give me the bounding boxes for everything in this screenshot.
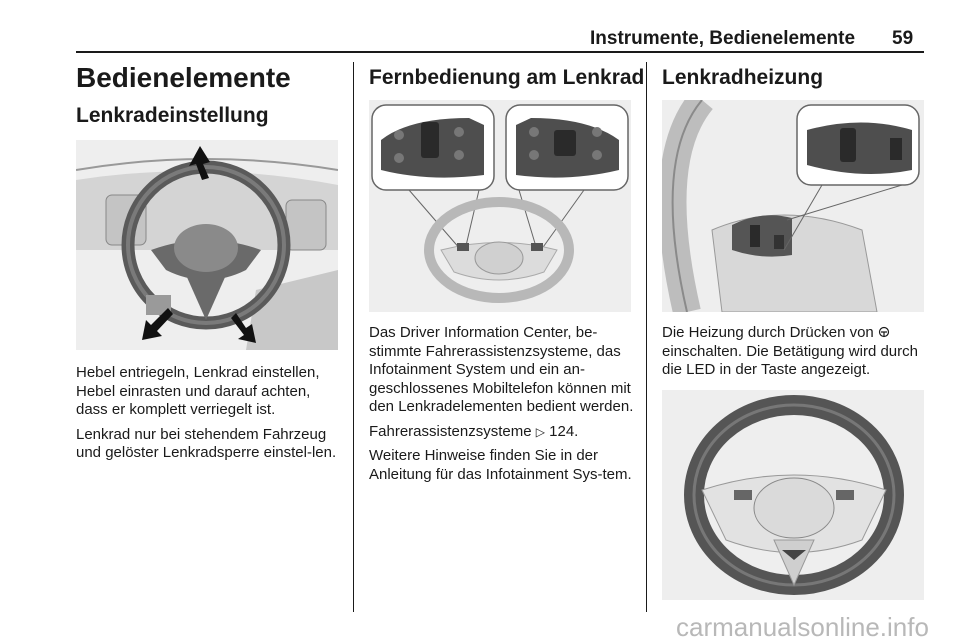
subsection-title-remote-control: Fernbedienung am Lenkrad [369,66,645,89]
running-title: Instrumente, Bedienelemente [590,28,856,49]
steering-wheel-figure [662,390,924,600]
col1-text [76,364,344,469]
driver-assistance-ref-text: Fahrerassistenzsysteme [369,422,532,440]
adjust-instructions-paragraph: Hebel entriegeln, Lenkrad einstellen, Hebel einrasten und darauf achten, dass er komplett verriegelt ist. [76,364,320,418]
column-divider-right [646,62,647,612]
driver-assistance-ref-page: 124. [549,422,579,440]
col2-text [369,324,641,490]
watermark: carmanualsonline.info [676,612,929,642]
heating-text-part1: Die Heizung durch Drücken von [662,324,874,341]
section-title: Bedienelemente [76,62,291,93]
page-number: 59 [892,28,914,49]
steering-wheel-heating-icon [878,324,890,341]
heating-text-part2: einschalten. Die Betätigung wird durch die LED in der Taste angezeigt. [662,342,918,378]
steering-heating-button-figure [662,100,924,312]
page-reference-arrow-icon: ▷ [535,424,545,439]
infotainment-note-paragraph: Weitere Hinweise finden Sie in der Anleitung für das Infotainment Sys-tem. [369,447,632,483]
remote-control-intro-paragraph: Das Driver Information Center, be-stimmte Fahrerassistenzsysteme, das Infotainment System und ein an-geschlossenes Mobiltelefon können mit den Lenkradelementen bedient werden. [369,324,634,415]
steering-remote-control-figure [369,100,631,312]
subsection-title-steering-heating: Lenkradheizung [662,66,824,89]
subsection-title-steering-adjustment: Lenkradeinstellung [76,104,269,127]
adjust-warning-paragraph: Lenkrad nur bei stehendem Fahrzeug und gelöster Lenkradsperre einstel-len. [76,425,337,461]
header-rule [76,51,924,53]
steering-heating-paragraph [662,324,934,380]
driver-assistance-reference [369,423,641,442]
steering-adjustment-figure [76,140,338,350]
col3-text [662,324,934,386]
column-divider-left [353,62,354,612]
